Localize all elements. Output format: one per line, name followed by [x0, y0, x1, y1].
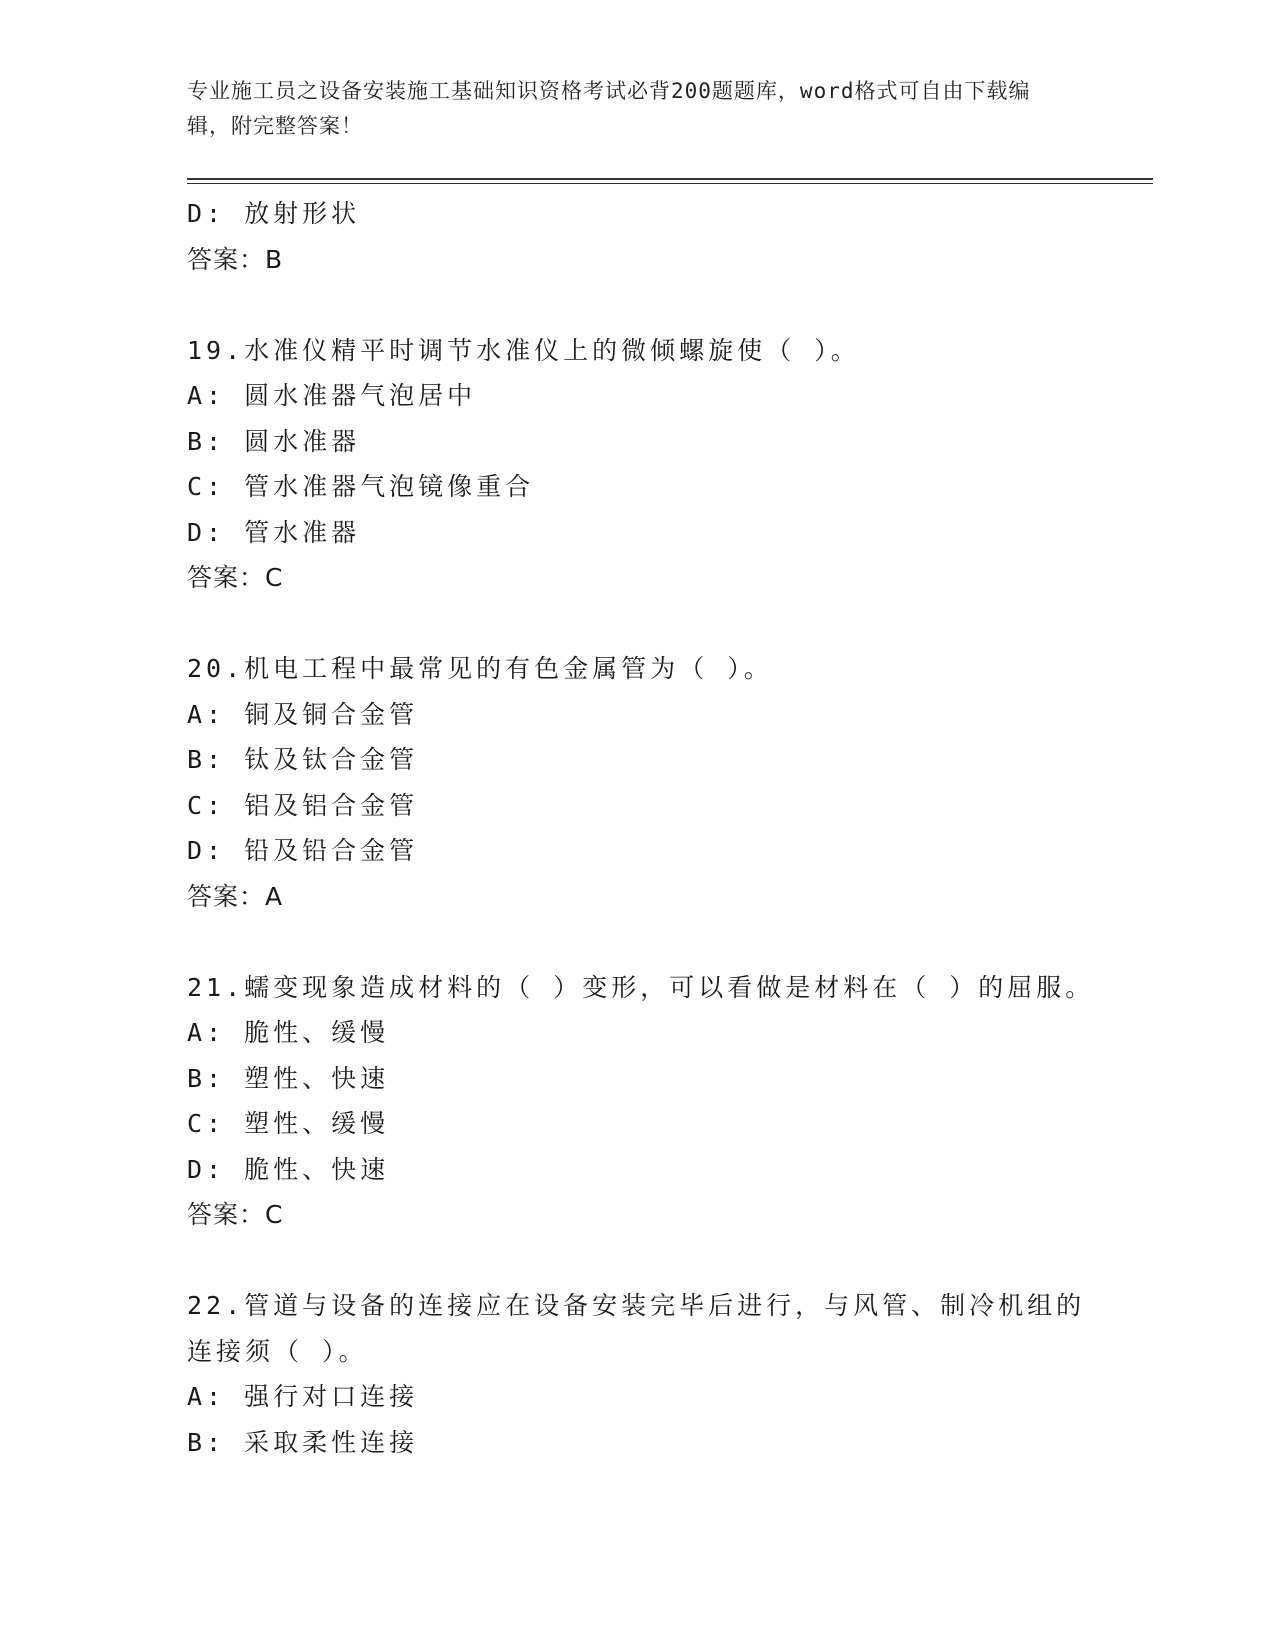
option-a: A: 脆性、缓慢	[187, 1018, 390, 1047]
option-d: D: 脆性、快速	[187, 1154, 390, 1184]
question-19	[187, 328, 1087, 601]
question-stem-line-1: 22.管道与设备的连接应在设备安装完毕后进行，与风管、制冷机组的	[187, 1291, 1086, 1320]
option-c: C: 塑性、缓慢	[187, 1109, 390, 1138]
question-list	[187, 191, 1095, 1465]
answer-line: 答案：C	[187, 1200, 284, 1229]
question-stem: 20.机电工程中最常见的有色金属管为（ ）。	[187, 654, 773, 683]
document-header: 专业施工员之设备安装施工基础知识资格考试必背200题题库，word格式可自由下载编辑，附完整答案！	[187, 79, 1031, 138]
answer-line: 答案：B	[187, 244, 284, 274]
option-a: A: 圆水准器气泡居中	[187, 381, 477, 410]
question-stem: 19.水准仪精平时调节水准仪上的微倾螺旋使（ ）。	[187, 335, 860, 365]
option-d: D: 放射形状	[187, 199, 361, 228]
option-b: B: 塑性、快速	[187, 1063, 390, 1093]
option-c: C: 管水准器气泡镜像重合	[187, 472, 535, 501]
question-21	[187, 965, 1095, 1238]
answer-line: 答案：A	[187, 881, 284, 911]
option-a: A: 强行对口连接	[187, 1382, 419, 1411]
header-rule-thick	[187, 178, 1153, 180]
question-20	[187, 646, 1087, 919]
option-d: D: 管水准器	[187, 517, 361, 547]
option-a: A: 铜及铜合金管	[187, 699, 419, 729]
header-rule-thin	[187, 183, 1153, 184]
option-b: B: 圆水准器	[187, 426, 361, 456]
previous-question-tail	[187, 191, 1087, 282]
question-stem: 21.蠕变现象造成材料的（ ）变形，可以看做是材料在（ ）的屈服。	[187, 972, 1095, 1002]
question-stem-line-2: 连接须（ ）。	[187, 1336, 368, 1366]
option-d: D: 铅及铅合金管	[187, 836, 419, 865]
option-c: C: 铝及铝合金管	[187, 790, 419, 820]
question-22	[187, 1283, 1087, 1465]
option-b: B: 采取柔性连接	[187, 1427, 419, 1457]
answer-line: 答案：C	[187, 563, 284, 592]
option-b: B: 钛及钛合金管	[187, 745, 419, 774]
